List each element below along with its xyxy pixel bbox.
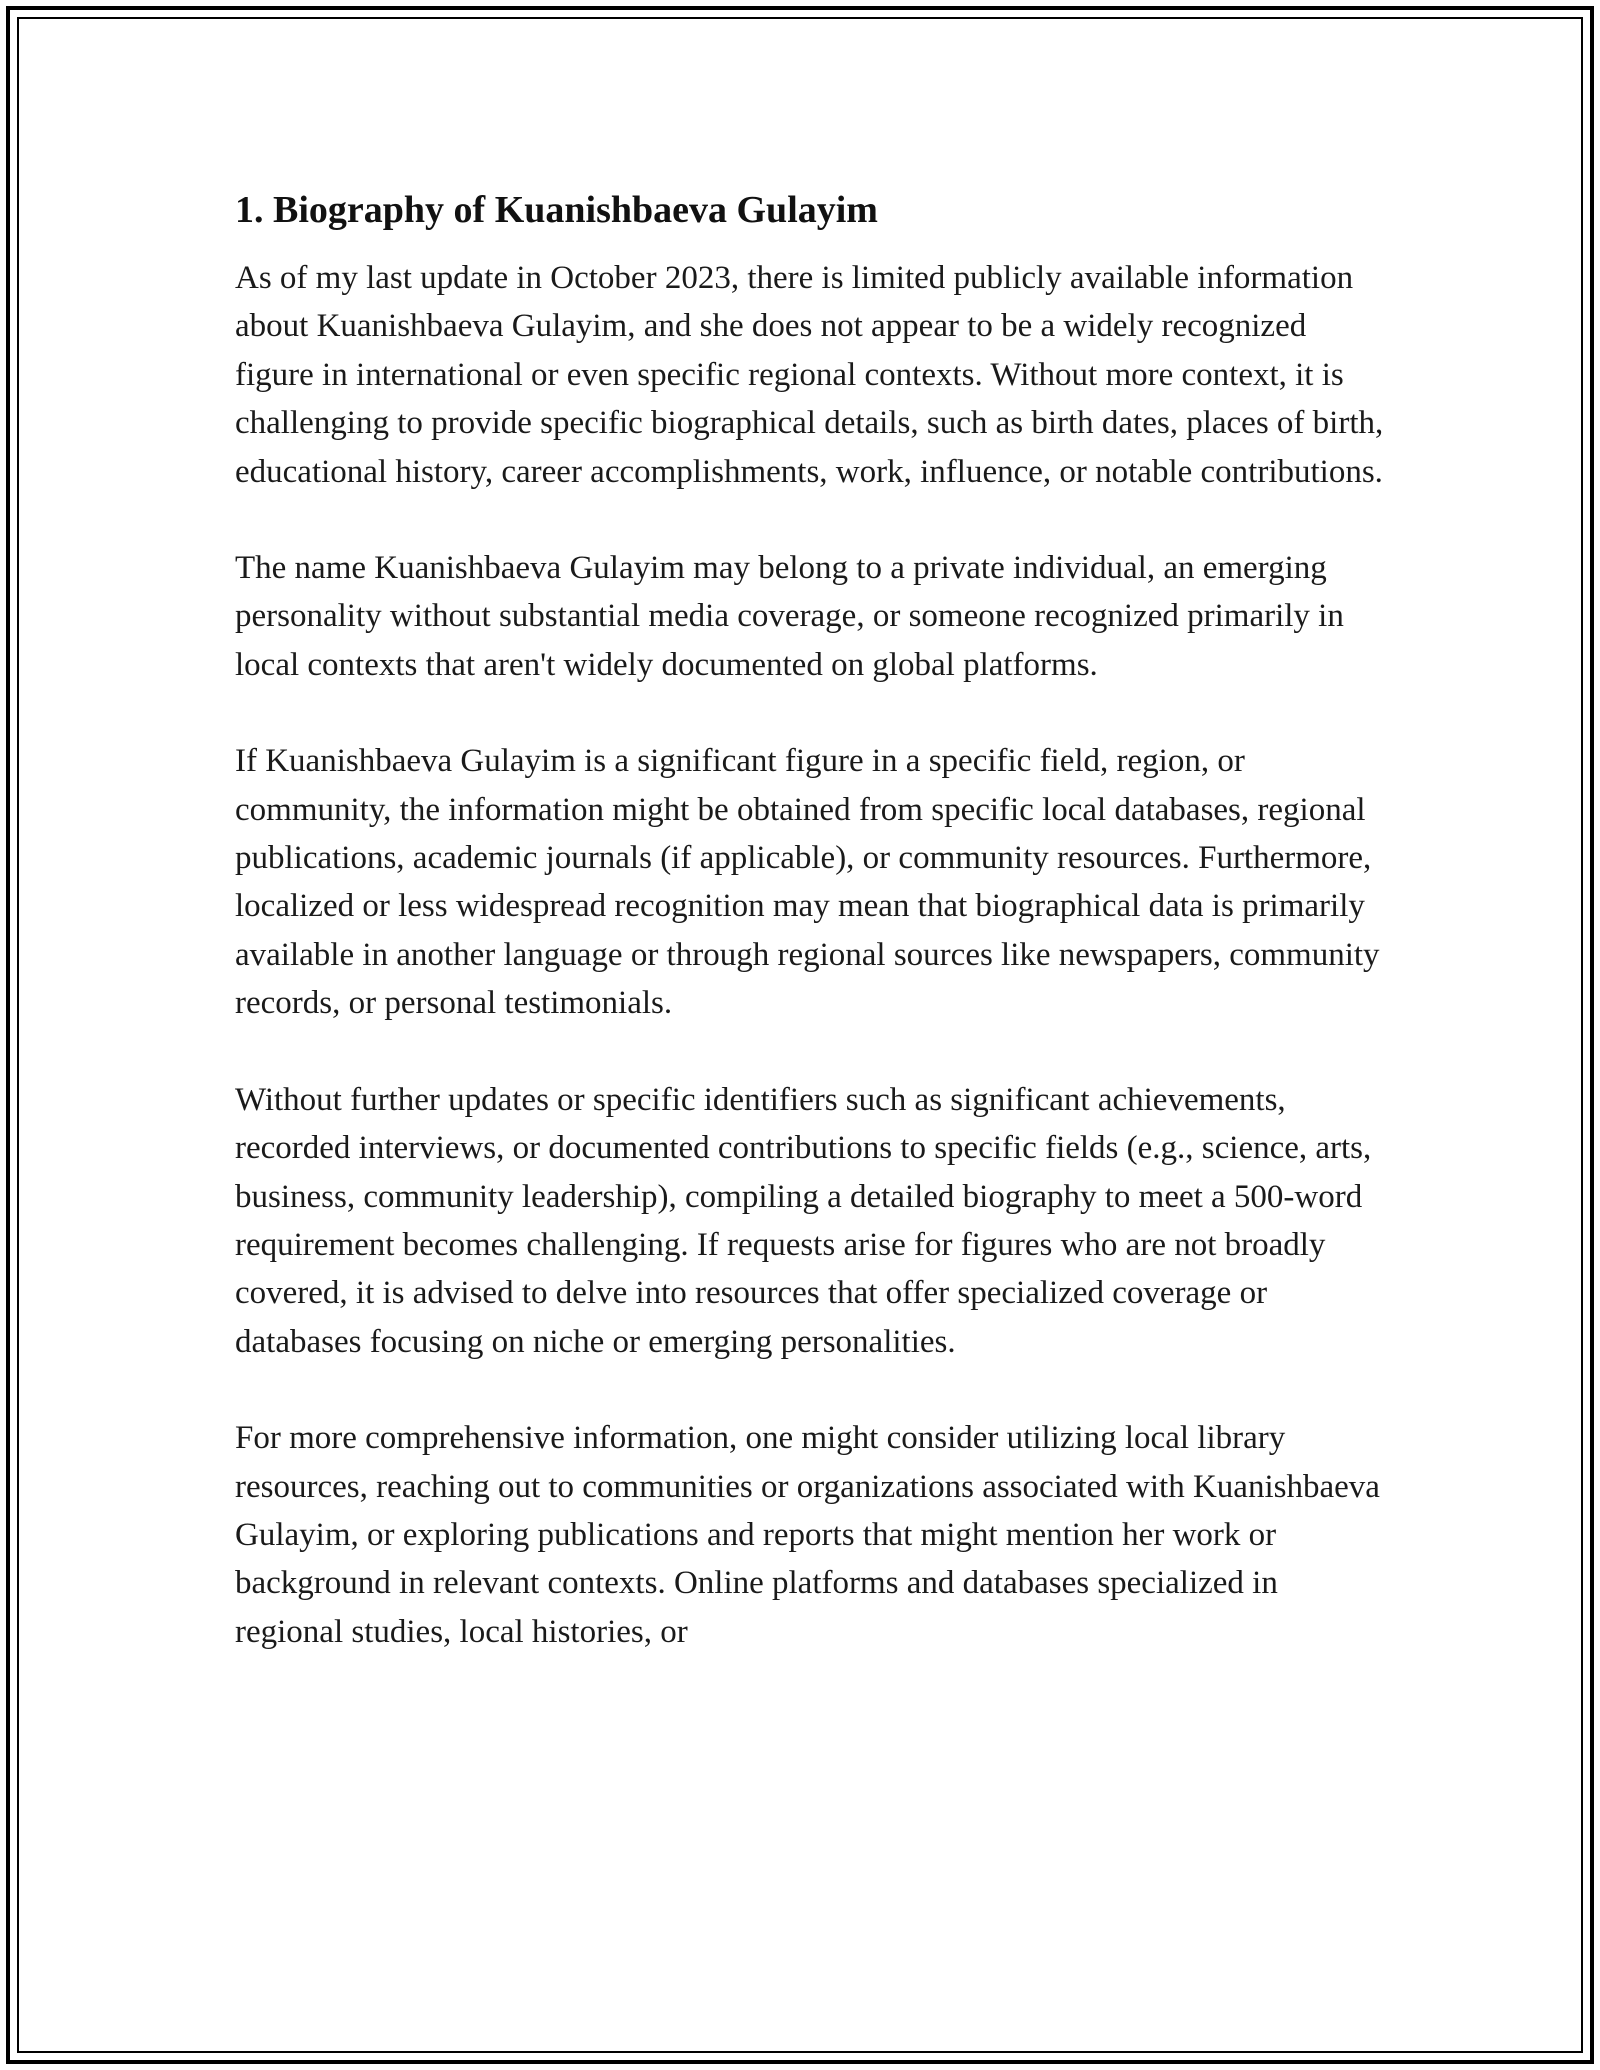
paragraph-identifiers: Without further updates or specific identifiers such as significant achievements, recorded interviews, or documented contributions to specific fields (e.g., science, arts, business, community leadership), compiling a detailed biography to meet a 500-word requirement becomes challenging. If requests arise for figures who are not broadly covered, it is advised to delve into resources that offer specialized coverage or databases focusing on niche or emerging personalities. — [235, 1081, 1372, 1360]
paragraph-further-info: For more comprehensive information, one might consider utilizing local library resources, reaching out to communities or organizations associated with Kuanishbaeva Gulayim, or exploring publications and reports that might mention her work or background in relevant contexts. Online platforms and databases specialized in regional studies, local histories, or — [235, 1420, 1380, 1650]
paragraph-sources: If Kuanishbaeva Gulayim is a significant figure in a specific field, region, or community, the information might be obtained from specific local databases, regional publications, academic journals (if applicable), or community resources. Furthermore, localized or less widespread recognition may mean that biographical data is primarily available in another language or through regional sources like newspapers, community records, or personal testimonials. — [235, 743, 1380, 1022]
paragraph-name-context: The name Kuanishbaeva Gulayim may belong to a private individual, an emerging personality without substantial media coverage, or someone recognized primarily in local contexts that aren't widely documented on global platforms. — [235, 550, 1344, 683]
document-heading: 1. Biography of Kuanishbaeva Gulayim — [235, 189, 878, 231]
paragraph-intro: As of my last update in October 2023, there is limited publicly available information about Kuanishbaeva Gulayim, and she does not appear to be a widely recognized figure in international or even specific regional contexts. Without more context, it is challenging to provide specific biographical details, such as birth dates, places of birth, educational history, career accomplishments, work, influence, or notable contributions. — [235, 260, 1384, 490]
document-body — [235, 186, 1385, 1704]
